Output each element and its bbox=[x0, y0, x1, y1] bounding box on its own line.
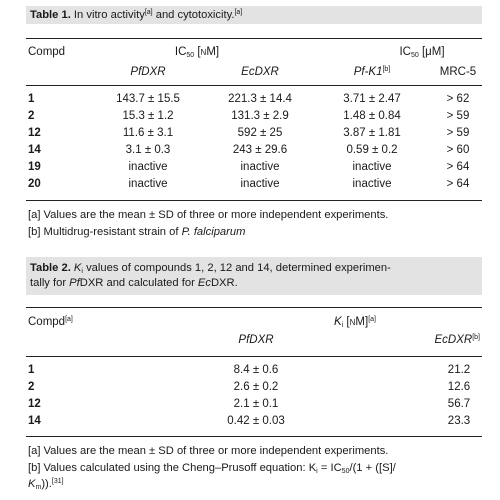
t1-cell-ecdxr: inactive bbox=[240, 178, 280, 190]
table1-caption-mid: and cytotoxicity. bbox=[152, 9, 235, 21]
t1-footnote-b-italic: P. falciparum bbox=[181, 226, 246, 238]
t2-cell-ecdxr: 56.7 bbox=[447, 398, 471, 410]
t1-cell-pfdxr: 15.3 ± 1.2 bbox=[122, 110, 174, 122]
t2-footnote-b-ki-sub: i bbox=[316, 468, 318, 475]
t1-ic50-label: IC bbox=[174, 46, 187, 58]
table2-header-rule bbox=[26, 356, 482, 357]
t2-cell-pfdxr: 2.1 ± 0.1 bbox=[233, 398, 279, 410]
table2-caption-pf: Pf bbox=[69, 277, 80, 289]
t1-footnote-b bbox=[28, 225, 245, 240]
t2-ki-label: K bbox=[334, 316, 342, 328]
t1-cell-mrc5: > 59 bbox=[446, 110, 470, 122]
t1-cell-compd: 1 bbox=[28, 93, 35, 105]
t2-footnote-b-eq: = IC bbox=[317, 462, 342, 474]
t2-ecdxr-sup: [b] bbox=[472, 334, 480, 341]
t1-ic50-sub: 50 bbox=[186, 52, 195, 59]
table2-caption-ki-sub: i bbox=[81, 268, 83, 275]
t1-cell-pfk1: inactive bbox=[352, 178, 392, 190]
t2-compd-sup: [a] bbox=[65, 316, 73, 323]
t1-cell-pfdxr: 11.6 ± 3.1 bbox=[122, 127, 174, 139]
t1-ic50-um-unit: [μM] bbox=[418, 46, 445, 58]
t2-ki-sup: [a] bbox=[368, 316, 376, 323]
t2-cell-compd: 1 bbox=[28, 364, 35, 376]
t1-cell-compd: 20 bbox=[28, 178, 41, 190]
table2-caption-line2-mid: DXR and calculated for bbox=[79, 277, 198, 289]
table2-caption-line2-pre: tally for bbox=[30, 277, 70, 289]
t2-ki-sub: i bbox=[341, 322, 344, 329]
t1-header-compd: Compd bbox=[28, 46, 66, 58]
t1-cell-pfk1: 3.87 ± 1.81 bbox=[343, 127, 401, 139]
t1-cell-ecdxr: 243 ± 29.6 bbox=[232, 144, 288, 156]
t2-ki-unit: [nM] bbox=[343, 316, 369, 328]
t2-footnote-b bbox=[28, 461, 396, 476]
t1-pfk1-sup: [b] bbox=[382, 66, 391, 73]
t2-header-ki bbox=[334, 316, 376, 329]
t1-cell-compd: 12 bbox=[28, 127, 41, 139]
table2-caption-line1: values of compounds 1, 2, 12 and 14, determined experimen- bbox=[82, 262, 391, 274]
t2-cell-compd: 12 bbox=[28, 398, 41, 410]
t1-cell-compd: 19 bbox=[28, 161, 41, 173]
table2-caption-ec: Ec bbox=[197, 277, 211, 289]
t1-cell-mrc5: > 64 bbox=[446, 178, 470, 190]
t1-header-ic50-nm bbox=[175, 46, 219, 59]
t2-cell-pfdxr: 0.42 ± 0.03 bbox=[227, 415, 285, 427]
t1-header-ic50-um bbox=[399, 46, 444, 59]
t1-header-ecdxr: EcDXR bbox=[241, 66, 279, 78]
t1-cell-ecdxr: 131.3 ± 2.9 bbox=[231, 110, 289, 122]
t1-ic50-label-2: IC bbox=[399, 46, 411, 58]
t1-cell-mrc5: > 60 bbox=[446, 144, 470, 156]
t1-header-pfk1 bbox=[354, 66, 391, 79]
table1-caption-sup2: [a] bbox=[234, 9, 243, 16]
t1-cell-mrc5: > 59 bbox=[446, 127, 470, 139]
t2-cell-ecdxr: 21.2 bbox=[447, 364, 471, 376]
t2-footnote-a: [a] Values are the mean ± SD of three or more independent experiments. bbox=[28, 445, 389, 457]
table2-top-rule bbox=[26, 307, 482, 308]
t1-cell-pfdxr: 143.7 ± 15.5 bbox=[116, 93, 180, 105]
table1-caption-label: Table 1. bbox=[30, 9, 71, 21]
t1-header-pfdxr: PfDXR bbox=[130, 66, 166, 78]
t1-header-mrc5: MRC-5 bbox=[439, 66, 477, 78]
t1-footnote-b-text: [b] Multidrug-resistant strain of bbox=[28, 226, 182, 238]
table1-caption bbox=[26, 6, 482, 24]
t1-cell-pfdxr: inactive bbox=[128, 178, 168, 190]
t2-cell-pfdxr: 8.4 ± 0.6 bbox=[233, 364, 279, 376]
t1-cell-pfk1: inactive bbox=[352, 161, 392, 173]
t1-ic50-nm-unit: [nM] bbox=[194, 46, 220, 58]
table1-caption-text: In vitro activity bbox=[70, 9, 145, 21]
table2-caption bbox=[26, 257, 482, 295]
t2-footnote-b-tail: /(1 + ([S]/ bbox=[349, 462, 396, 474]
t1-ic50-sub-2: 50 bbox=[410, 52, 419, 59]
t2-compd-label: Compd bbox=[28, 316, 66, 328]
t1-cell-pfk1: 0.59 ± 0.2 bbox=[346, 144, 398, 156]
t2-footnote-b-line1: [b] Values calculated using the Cheng–Prusoff equation: K bbox=[28, 462, 317, 474]
t2-cell-pfdxr: 2.6 ± 0.2 bbox=[233, 381, 279, 393]
t1-cell-pfk1: 3.71 ± 2.47 bbox=[343, 93, 401, 105]
t2-footnote-b-line2-end: )). bbox=[41, 478, 52, 490]
t1-cell-pfk1: 1.48 ± 0.84 bbox=[343, 110, 401, 122]
t1-cell-ecdxr: inactive bbox=[240, 161, 280, 173]
table1-bottom-rule bbox=[26, 200, 482, 201]
t2-footnote-b-ref: [31] bbox=[51, 478, 64, 485]
t2-ecdxr-label: EcDXR bbox=[434, 334, 473, 346]
t2-footnote-b-ic-sub: 50 bbox=[341, 468, 350, 475]
table1-header-rule bbox=[26, 85, 482, 86]
table1-top-rule bbox=[26, 38, 482, 39]
t2-header-ecdxr bbox=[435, 334, 481, 347]
t2-cell-compd: 2 bbox=[28, 381, 35, 393]
t1-cell-pfdxr: inactive bbox=[128, 161, 168, 173]
t1-cell-compd: 14 bbox=[28, 144, 41, 156]
t2-footnote-b-km-sub: m bbox=[35, 484, 42, 491]
t1-footnote-a: [a] Values are the mean ± SD of three or more independent experiments. bbox=[28, 209, 389, 221]
t1-cell-mrc5: > 64 bbox=[446, 161, 470, 173]
t1-pfk1-label: Pf-K1 bbox=[353, 66, 383, 78]
table2-bottom-rule bbox=[26, 436, 482, 437]
t2-header-compd bbox=[28, 316, 73, 329]
t2-cell-ecdxr: 12.6 bbox=[447, 381, 471, 393]
t1-cell-pfdxr: 3.1 ± 0.3 bbox=[125, 144, 171, 156]
table2-caption-label: Table 2. bbox=[30, 262, 71, 274]
t2-cell-ecdxr: 23.3 bbox=[447, 415, 471, 427]
t2-cell-compd: 14 bbox=[28, 415, 41, 427]
table1-caption-sup: [a] bbox=[144, 9, 153, 16]
t2-header-pfdxr: PfDXR bbox=[238, 334, 274, 346]
table2-caption-ki: K bbox=[70, 262, 82, 274]
t1-cell-ecdxr: 592 ± 25 bbox=[237, 127, 283, 139]
t1-cell-mrc5: > 62 bbox=[446, 93, 470, 105]
t1-cell-compd: 2 bbox=[28, 110, 35, 122]
t2-footnote-b-km: K bbox=[28, 478, 36, 490]
t1-cell-ecdxr: 221.3 ± 14.4 bbox=[228, 93, 292, 105]
t2-footnote-b-cont bbox=[28, 477, 64, 492]
table2-caption-line2-end: DXR. bbox=[210, 277, 238, 289]
